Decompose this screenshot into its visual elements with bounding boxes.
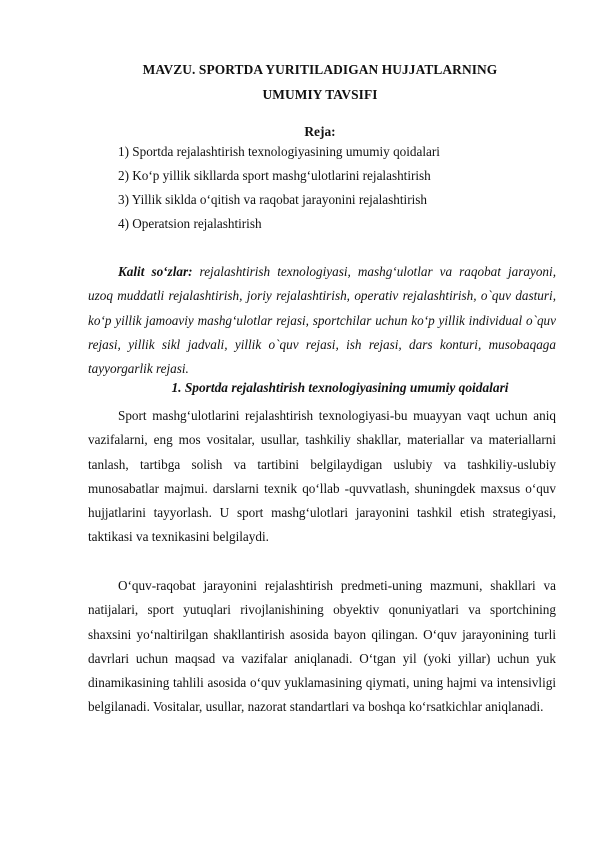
keywords-text: rejalashtirish texnologiyasi, mashg‘ulotlar va raqobat jarayoni, uzoq muddatli rejalashtirish, joriy rejalashtirish, operativ rejalashtirish, o`quv dasturi, ko‘p yillik jamoaviy mashg‘ulotlar rejasi, sportchilar uchun ko‘p yillik individual o`quv rejasi, yillik sikl jadvali, yillik o`quv rejasi, ish rejasi, dars konturi, musobaqaga tayyorgarlik rejasi.: [88, 264, 556, 377]
section-heading: 1. Sportda rejalashtirish texnologiyasining umumiy qoidalari: [171, 380, 509, 395]
body-paragraph-2: O‘quv-raqobat jarayonini rejalashtirish predmeti-uning mazmuni, shakllari va natijalari, sport yutuqlari rivojlanishining obyektiv qonuniyatlari va sportchining shaxsini yo‘naltirilgan shakllantirish asosida bayon qilingan. O‘quv jarayonining turli davrlari uchun maqsad va vazifalar aniqlanadi. O‘tgan yil (yoki yillar) uchun yuk dinamikasining tahlili asosida o‘quv yuklamasining qiymati, uning hajmi va intensivligi belgilanadi. Vositalar, usullar, nazorat standartlari va boshqa ko‘rsatkichlar aniqlanadi.: [88, 578, 556, 715]
plan-heading: Reja:: [304, 124, 336, 139]
document-title-line-2: UMUMIY TAVSIFI: [262, 87, 378, 102]
body-paragraph-1: Sport mashg‘ulotlarini rejalashtirish texnologiyasi-bu muayyan vaqt uchun aniq vazifalarni, eng mos vositalar, usullar, tashkiliy shakllar, materiallar va materiallarni tanlash, tartibga solish va tartibini belgilaydigan uslubiy va tashkiliy-uslubiy munosabatlar majmui. darslarni texnik qo‘llab -quvvatlash, shuningdek maxsus o‘quv hujjatlarini tayyorlash. U sport mashg‘ulotlari jarayonini tashkil etish strategiyasi, taktikasi va texnikasini belgilaydi.: [88, 408, 556, 545]
document-title-line-1: MAVZU. SPORTDA YURITILADIGAN HUJJATLARNING: [142, 62, 498, 77]
plan-item: 3) Yillik siklda o‘qitish va raqobat jarayonini rejalashtirish: [118, 192, 427, 207]
plan-item: 4) Operatsion rejalashtirish: [118, 216, 262, 231]
plan-item: 2) Ko‘p yillik sikllarda sport mashg‘ulotlarini rejalashtirish: [118, 168, 431, 183]
keywords-label: Kalit so‘zlar:: [118, 264, 193, 279]
keywords-paragraph: [88, 260, 556, 381]
plan-item: 1) Sportda rejalashtirish texnologiyasining umumiy qoidalari: [118, 144, 440, 159]
